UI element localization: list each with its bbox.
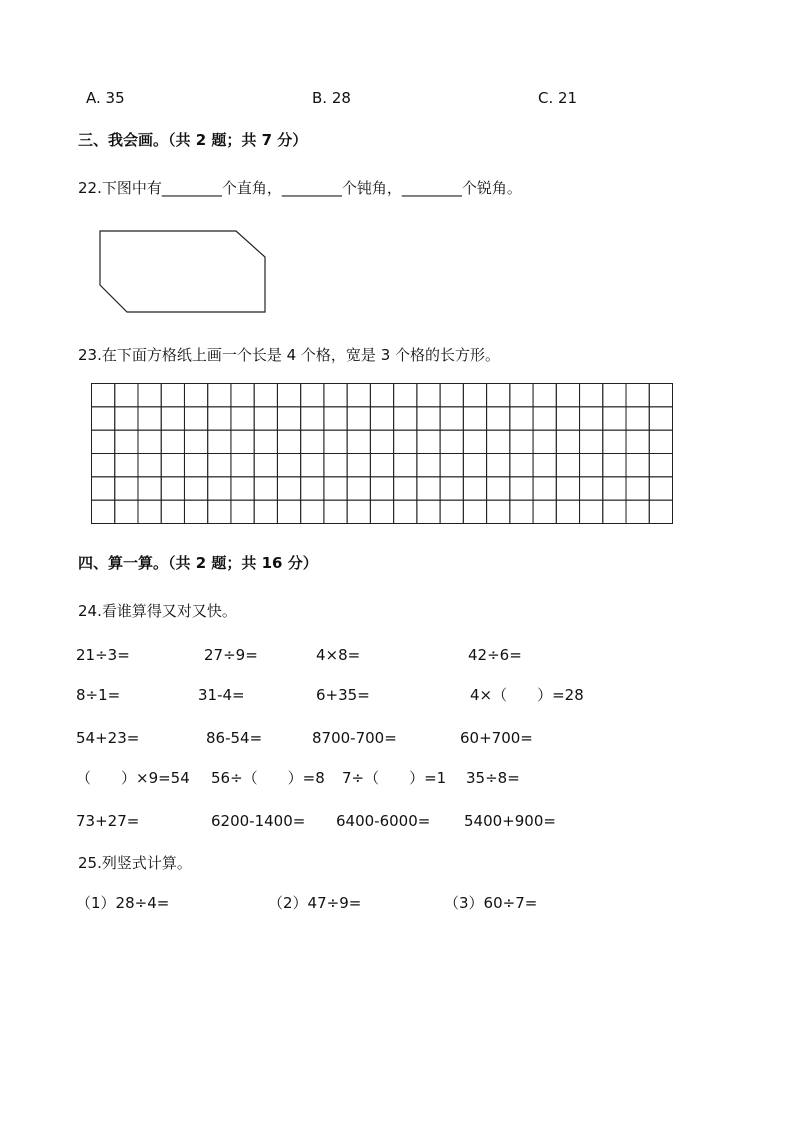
grid-cell[interactable]: [231, 384, 254, 407]
grid-cell[interactable]: [649, 454, 672, 477]
question-25-title: 25.列竖式计算。: [78, 854, 192, 872]
grid-cell[interactable]: [440, 454, 463, 477]
grid-cell[interactable]: [626, 430, 649, 453]
grid-cell[interactable]: [510, 430, 533, 453]
grid-cell[interactable]: [463, 430, 486, 453]
grid-cell[interactable]: [510, 500, 533, 523]
grid-cell[interactable]: [580, 454, 603, 477]
grid-cell[interactable]: [510, 454, 533, 477]
grid-cell[interactable]: [161, 500, 184, 523]
grid-cell[interactable]: [510, 407, 533, 430]
grid-cell[interactable]: [533, 430, 556, 453]
grid-cell[interactable]: [370, 384, 393, 407]
grid-cell[interactable]: [301, 384, 324, 407]
grid-cell[interactable]: [301, 430, 324, 453]
grid-cell[interactable]: [254, 407, 277, 430]
grid-cell[interactable]: [556, 430, 579, 453]
grid-cell[interactable]: [254, 477, 277, 500]
grid-cell[interactable]: [208, 477, 231, 500]
option-b: B. 28: [312, 89, 351, 107]
calc-item: 54+23=: [76, 729, 140, 747]
grid-cell[interactable]: [184, 454, 207, 477]
grid-cell[interactable]: [92, 500, 115, 523]
calc-item: 7÷（ ）=1: [342, 769, 447, 787]
grid-cell[interactable]: [556, 454, 579, 477]
grid-cell[interactable]: [626, 407, 649, 430]
grid-cell[interactable]: [138, 500, 161, 523]
grid-cell[interactable]: [92, 454, 115, 477]
grid-cell[interactable]: [440, 384, 463, 407]
hexagon-figure: [0, 0, 794, 330]
option-c: C. 21: [538, 89, 578, 107]
grid-cell[interactable]: [277, 500, 300, 523]
grid-cell[interactable]: [231, 430, 254, 453]
grid-cell[interactable]: [208, 454, 231, 477]
grid-cell[interactable]: [626, 500, 649, 523]
grid-cell[interactable]: [301, 407, 324, 430]
grid-cell[interactable]: [370, 477, 393, 500]
grid-cell[interactable]: [394, 407, 417, 430]
grid-cell[interactable]: [184, 430, 207, 453]
grid-cell[interactable]: [556, 407, 579, 430]
grid-cell[interactable]: [254, 430, 277, 453]
grid-cell[interactable]: [184, 477, 207, 500]
grid-cell[interactable]: [161, 477, 184, 500]
grid-cell[interactable]: [417, 500, 440, 523]
grid-cell[interactable]: [161, 384, 184, 407]
grid-cell[interactable]: [580, 500, 603, 523]
grid-cell[interactable]: [626, 477, 649, 500]
grid-cell[interactable]: [603, 407, 626, 430]
grid-cell[interactable]: [231, 454, 254, 477]
grid-cell[interactable]: [626, 384, 649, 407]
calc-item: 4×8=: [316, 646, 361, 664]
grid-cell[interactable]: [510, 477, 533, 500]
grid-cell[interactable]: [301, 500, 324, 523]
grid-cell[interactable]: [370, 500, 393, 523]
calc-item: 31-4=: [198, 686, 245, 704]
vertical-calc-item: （2）47÷9=: [268, 894, 362, 912]
grid-cell[interactable]: [580, 430, 603, 453]
grid-cell[interactable]: [556, 384, 579, 407]
grid-cell[interactable]: [208, 407, 231, 430]
grid-cell[interactable]: [417, 454, 440, 477]
question-22: 22.下图中有________个直角，________个钝角，________个锐角。: [78, 179, 522, 197]
grid-cell[interactable]: [487, 500, 510, 523]
grid-cell[interactable]: [301, 477, 324, 500]
calc-item: 6400-6000=: [336, 812, 431, 830]
grid-cell[interactable]: [92, 407, 115, 430]
calc-item: 27÷9=: [204, 646, 258, 664]
grid-cell[interactable]: [533, 384, 556, 407]
grid-cell[interactable]: [649, 477, 672, 500]
vertical-calc-item: （3）60÷7=: [444, 894, 538, 912]
grid-cell[interactable]: [161, 454, 184, 477]
grid-cell[interactable]: [463, 500, 486, 523]
grid-cell[interactable]: [440, 430, 463, 453]
grid-cell[interactable]: [603, 500, 626, 523]
grid-cell[interactable]: [161, 430, 184, 453]
calc-item: 8700-700=: [312, 729, 397, 747]
question-23: 23.在下面方格纸上画一个长是 4 个格，宽是 3 个格的长方形。: [78, 346, 501, 364]
calc-item: 42÷6=: [468, 646, 522, 664]
grid-cell[interactable]: [347, 430, 370, 453]
grid-cell[interactable]: [92, 384, 115, 407]
grid-cell[interactable]: [254, 454, 277, 477]
grid-cell[interactable]: [370, 454, 393, 477]
grid-cell[interactable]: [649, 500, 672, 523]
grid-cell[interactable]: [277, 407, 300, 430]
calc-item: 56÷（ ）=8: [211, 769, 325, 787]
grid-cell[interactable]: [394, 430, 417, 453]
grid-cell[interactable]: [370, 407, 393, 430]
grid-cell[interactable]: [394, 384, 417, 407]
grid-cell[interactable]: [277, 454, 300, 477]
grid-cell[interactable]: [301, 454, 324, 477]
grid-cell[interactable]: [324, 430, 347, 453]
grid-cell[interactable]: [92, 430, 115, 453]
section-4-heading: 四、算一算。（共 2 题；共 16 分）: [78, 554, 318, 572]
grid-cell[interactable]: [580, 384, 603, 407]
calc-item: 86-54=: [206, 729, 263, 747]
grid-cell[interactable]: [440, 500, 463, 523]
grid-cell[interactable]: [603, 430, 626, 453]
grid-cell[interactable]: [649, 407, 672, 430]
grid-cell[interactable]: [580, 407, 603, 430]
calc-item: 4×（ ）=28: [470, 686, 584, 704]
grid-cell[interactable]: [394, 500, 417, 523]
option-a: A. 35: [86, 89, 125, 107]
grid-cell[interactable]: [184, 407, 207, 430]
grid-cell[interactable]: [417, 477, 440, 500]
grid-cell[interactable]: [115, 477, 138, 500]
vertical-calc-item: （1）28÷4=: [76, 894, 170, 912]
grid-cell[interactable]: [487, 430, 510, 453]
grid-cell[interactable]: [324, 500, 347, 523]
calc-item: 6200-1400=: [211, 812, 306, 830]
grid-cell[interactable]: [138, 407, 161, 430]
grid-cell[interactable]: [347, 407, 370, 430]
square-grid[interactable]: [91, 383, 673, 524]
grid-cell[interactable]: [440, 407, 463, 430]
grid-cell[interactable]: [463, 477, 486, 500]
grid-cell[interactable]: [533, 407, 556, 430]
grid-cell[interactable]: [254, 384, 277, 407]
grid-cell[interactable]: [510, 384, 533, 407]
grid-cell[interactable]: [231, 407, 254, 430]
calc-item: 8÷1=: [76, 686, 121, 704]
grid-cell[interactable]: [463, 384, 486, 407]
grid-cell[interactable]: [277, 430, 300, 453]
grid-cell[interactable]: [138, 454, 161, 477]
grid-cell[interactable]: [463, 454, 486, 477]
grid-cell[interactable]: [463, 407, 486, 430]
grid-cell[interactable]: [487, 384, 510, 407]
grid-cell[interactable]: [115, 430, 138, 453]
grid-cell[interactable]: [440, 477, 463, 500]
grid-cell[interactable]: [603, 384, 626, 407]
grid-cell[interactable]: [161, 407, 184, 430]
grid-cell[interactable]: [208, 430, 231, 453]
grid-cell[interactable]: [417, 430, 440, 453]
calc-item: 60+700=: [460, 729, 533, 747]
grid-cell[interactable]: [115, 407, 138, 430]
grid-cell[interactable]: [138, 430, 161, 453]
grid-cell[interactable]: [138, 384, 161, 407]
grid-cell[interactable]: [231, 500, 254, 523]
section-3-heading: 三、我会画。（共 2 题；共 7 分）: [78, 131, 308, 149]
calc-item: 73+27=: [76, 812, 140, 830]
grid-cell[interactable]: [324, 477, 347, 500]
grid-cell[interactable]: [324, 454, 347, 477]
grid-cell[interactable]: [533, 454, 556, 477]
grid-cell[interactable]: [184, 384, 207, 407]
grid-cell[interactable]: [347, 454, 370, 477]
grid-cell[interactable]: [649, 430, 672, 453]
calc-item: 21÷3=: [76, 646, 130, 664]
grid-cell[interactable]: [417, 407, 440, 430]
grid-cell[interactable]: [649, 384, 672, 407]
grid-cell[interactable]: [277, 477, 300, 500]
grid-cell[interactable]: [487, 454, 510, 477]
calc-item: 6+35=: [316, 686, 370, 704]
grid-cell[interactable]: [626, 454, 649, 477]
grid-cell[interactable]: [603, 454, 626, 477]
calc-item: （ ）×9=54: [76, 769, 190, 787]
grid-cell[interactable]: [231, 477, 254, 500]
grid-cell[interactable]: [184, 500, 207, 523]
grid-cell[interactable]: [603, 477, 626, 500]
grid-cell[interactable]: [487, 407, 510, 430]
grid-cell[interactable]: [138, 477, 161, 500]
grid-cell[interactable]: [208, 384, 231, 407]
grid-cell[interactable]: [394, 477, 417, 500]
grid-cell[interactable]: [92, 477, 115, 500]
question-24-title: 24.看谁算得又对又快。: [78, 602, 237, 620]
grid-cell[interactable]: [115, 500, 138, 523]
grid-cell[interactable]: [208, 500, 231, 523]
grid-cell[interactable]: [347, 477, 370, 500]
grid-cell[interactable]: [580, 477, 603, 500]
grid-cell[interactable]: [533, 500, 556, 523]
grid-cell[interactable]: [394, 454, 417, 477]
grid-cell[interactable]: [324, 384, 347, 407]
grid-cell[interactable]: [324, 407, 347, 430]
grid-cell[interactable]: [417, 384, 440, 407]
grid-cell[interactable]: [487, 477, 510, 500]
grid-cell[interactable]: [115, 384, 138, 407]
grid-cell[interactable]: [556, 477, 579, 500]
grid-cell[interactable]: [347, 384, 370, 407]
grid-cell[interactable]: [254, 500, 277, 523]
grid-cell[interactable]: [277, 384, 300, 407]
calc-item: 5400+900=: [464, 812, 556, 830]
grid-cell[interactable]: [370, 430, 393, 453]
grid-cell[interactable]: [347, 500, 370, 523]
grid-cell[interactable]: [115, 454, 138, 477]
calc-item: 35÷8=: [466, 769, 520, 787]
grid-cell[interactable]: [556, 500, 579, 523]
grid-cell[interactable]: [533, 477, 556, 500]
